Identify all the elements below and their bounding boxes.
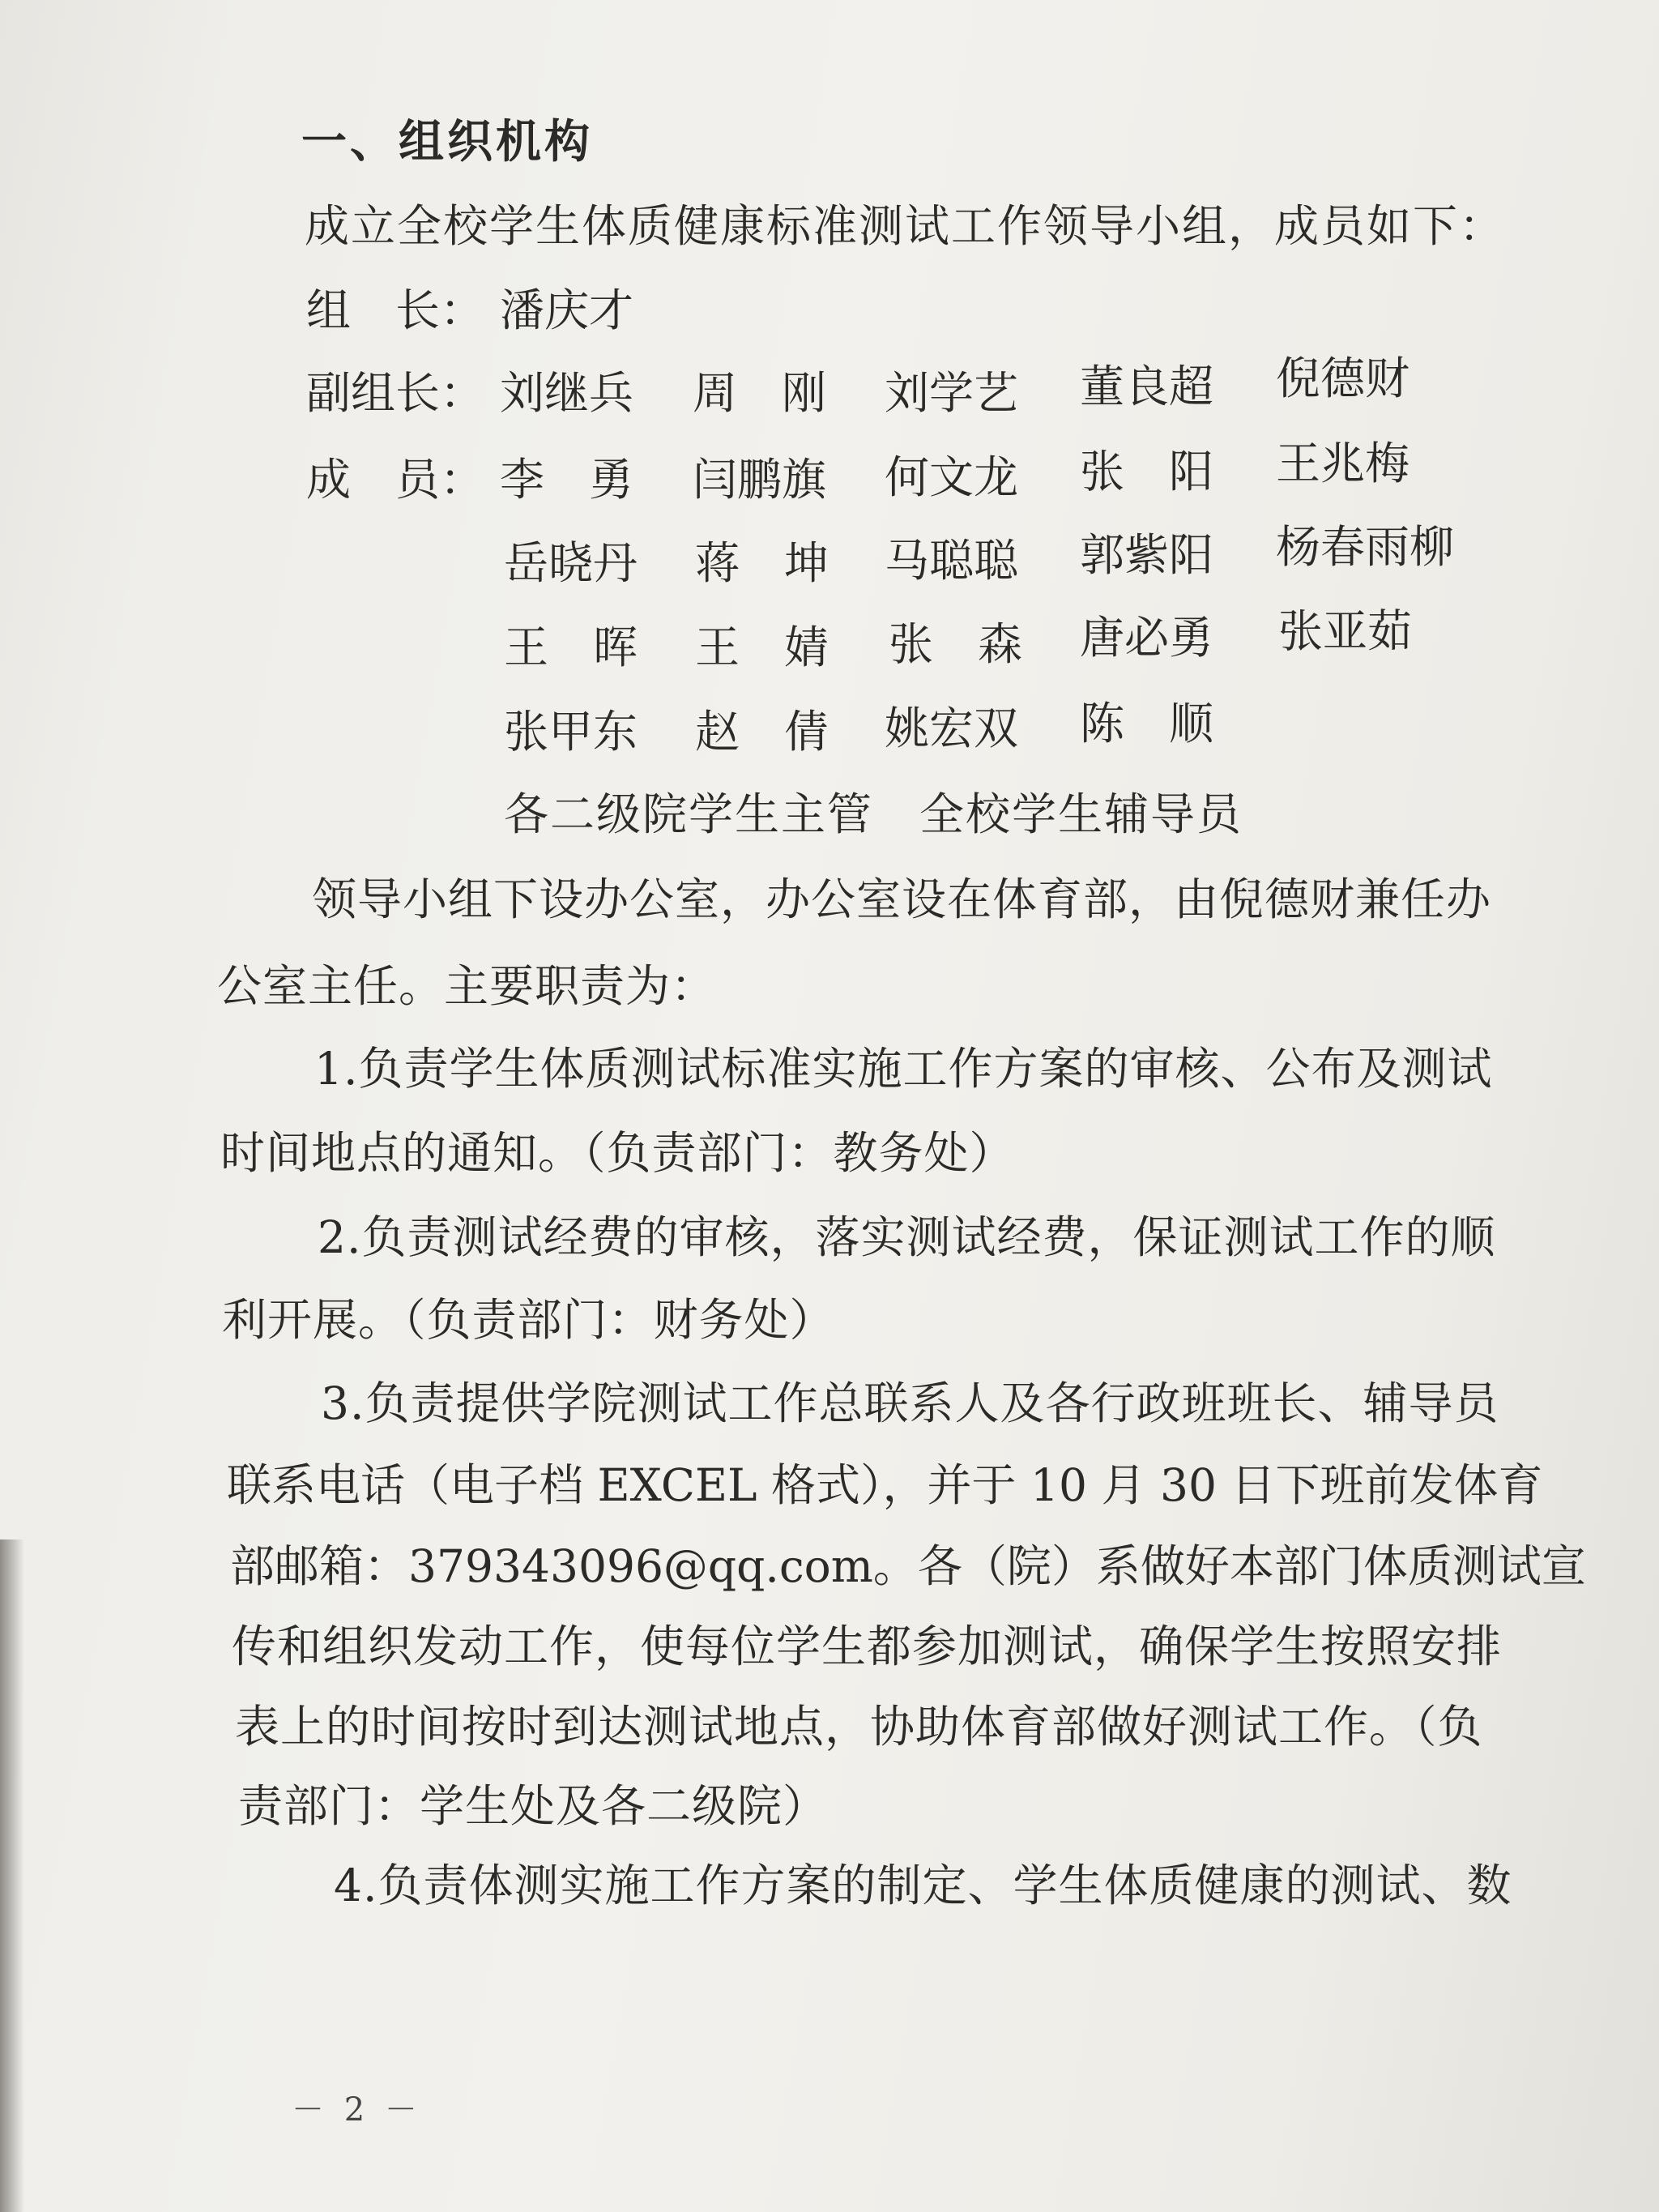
page-edge-shadow	[0, 1539, 24, 2212]
member-name: 郭紫阳	[1080, 529, 1214, 581]
member-name: 闫鹏旗	[693, 454, 827, 506]
deputy-name: 倪德财	[1276, 352, 1410, 404]
member-name: 张 阳	[1080, 446, 1214, 497]
deputy-name: 董良超	[1080, 361, 1214, 412]
extra-members: 各二级院学生主管 全校学生辅导员	[504, 788, 1243, 840]
member-name: 马聪聪	[885, 535, 1019, 587]
member-name: 蒋 坤	[695, 537, 830, 589]
members-label: 成 员：	[306, 454, 485, 506]
page-number: － 2 －	[292, 2091, 422, 2129]
member-name: 王 婧	[695, 621, 830, 673]
duty-2-line: 2.负责测试经费的审核，落实测试经费，保证测试工作的顺	[318, 1211, 1496, 1263]
member-name: 王 晖	[504, 621, 638, 673]
office-text-line: 领导小组下设办公室，办公室设在体育部，由倪德财兼任办	[312, 873, 1492, 925]
member-name: 王兆梅	[1276, 438, 1410, 489]
member-name: 岳晓丹	[504, 537, 638, 589]
duty-1-line: 时间地点的通知。（负责部门：教务处）	[220, 1127, 1015, 1179]
duty-3-line: 责部门：学生处及各二级院）	[238, 1780, 829, 1832]
section-heading: 一、组织机构	[301, 116, 593, 169]
member-name: 陈 顺	[1080, 698, 1214, 749]
duty-2-line: 利开展。（负责部门：财务处）	[222, 1294, 835, 1346]
duty-1-line: 1.负责学生体质测试标准实施工作方案的审核、公布及测试	[314, 1043, 1493, 1095]
member-name: 唐必勇	[1080, 612, 1214, 664]
duty-3-line: 3.负责提供学院测试工作总联系人及各行政班班长、辅导员	[321, 1377, 1499, 1429]
deputy-name: 周 刚	[693, 367, 827, 419]
office-text-line: 公室主任。主要职责为：	[217, 960, 717, 1012]
deputy-name: 刘继兵	[500, 367, 634, 419]
duty-3-line: 传和组织发动工作，使每位学生都参加测试，确保学生按照安排	[232, 1621, 1503, 1672]
member-name: 张甲东	[504, 706, 638, 758]
member-name: 张亚茹	[1278, 605, 1413, 657]
intro-text: 成立全校学生体质健康标准测试工作领导小组，成员如下：	[305, 200, 1506, 252]
leader-label: 组 长：	[306, 284, 485, 336]
deputy-name: 刘学艺	[885, 367, 1019, 419]
deputy-label: 副组长：	[306, 367, 485, 419]
member-name: 姚宏双	[885, 702, 1019, 754]
duty-3-line: 联系电话（电子档 EXCEL 格式），并于 10 月 30 日下班前发体育	[227, 1459, 1543, 1511]
duty-4-line: 4.负责体测实施工作方案的制定、学生体质健康的测试、数	[334, 1860, 1512, 1911]
duty-3-line: 部邮箱：379343096@qq.com。各（院）系做好本部门体质测试宣	[230, 1540, 1586, 1592]
leader-name: 潘庆才	[500, 284, 634, 336]
member-name: 张 森	[889, 618, 1023, 670]
member-name: 何文龙	[885, 451, 1019, 503]
member-name: 杨春雨柳	[1276, 521, 1455, 573]
member-name: 李 勇	[500, 454, 634, 506]
duty-3-line: 表上的时间按时到达测试地点，协助体育部做好测试工作。（负	[235, 1701, 1483, 1753]
member-name: 赵 倩	[695, 706, 830, 758]
